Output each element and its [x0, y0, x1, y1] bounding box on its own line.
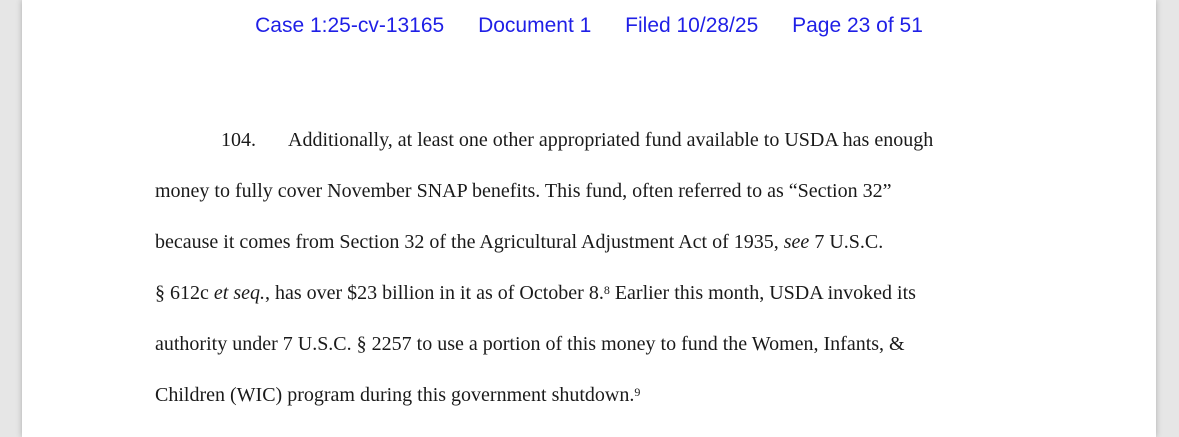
paragraph-line — [155, 126, 1015, 177]
paragraph-line — [155, 228, 1015, 279]
line-text: money to fully cover November SNAP benefits. This fund, often referred to as “Section 32” — [155, 180, 892, 202]
paragraph-line — [155, 279, 1015, 330]
case-header-stamp — [22, 14, 1156, 38]
filed-date: Filed 10/28/25 — [625, 14, 759, 37]
line-text: , has over $23 billion in it as of October 8. — [264, 282, 604, 304]
case-number: Case 1:25-cv-13165 — [255, 14, 445, 37]
paragraph-line — [155, 381, 1015, 432]
footnote-ref-9[interactable]: 9 — [634, 385, 641, 399]
line-text: authority under 7 U.S.C. § 2257 to use a portion of this money to fund the Women, Infants, & — [155, 333, 905, 355]
italic-et-seq: et seq. — [213, 282, 265, 304]
document-number: Document 1 — [478, 14, 592, 37]
line-text: § 612c — [155, 282, 209, 304]
page-number: Page 23 of 51 — [792, 14, 923, 37]
line-text: 7 U.S.C. — [814, 231, 884, 253]
line-text: Additionally, at least one other appropriated fund available to USDA has enough — [288, 129, 934, 151]
paragraph-line — [155, 177, 1015, 228]
footnote-ref-8[interactable]: 8 — [603, 283, 610, 297]
paragraph-104 — [155, 126, 1015, 432]
paragraph-line — [155, 330, 1015, 381]
line-text: because it comes from Section 32 of the Agricultural Adjustment Act of 1935, — [155, 231, 779, 253]
line-text: Earlier this month, USDA invoked its — [614, 282, 916, 304]
document-page — [22, 0, 1156, 437]
line-text: Children (WIC) program during this government shutdown. — [155, 384, 635, 406]
paragraph-number: 104. — [221, 129, 256, 151]
italic-see: see — [783, 231, 810, 253]
